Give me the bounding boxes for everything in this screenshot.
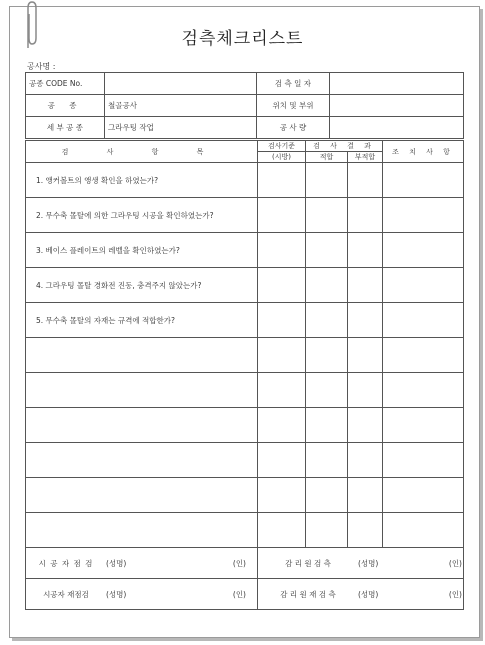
code-value[interactable] [105,73,257,95]
fail-cell[interactable] [348,233,383,268]
fail-cell[interactable] [348,163,383,198]
check-item [26,408,258,443]
supervisor-seal[interactable]: (인) [448,558,462,568]
fail-cell[interactable] [348,373,383,408]
table-row [26,373,464,408]
check-item: 5. 무수축 몰탈의 자재는 규격에 적합한가? [26,303,258,338]
project-name-label: 공사명 : [27,62,56,71]
table-row [26,268,464,303]
check-item: 1. 앵커볼트의 앵생 확인을 하였는가? [26,163,258,198]
table-row [26,513,464,548]
fail-cell[interactable] [348,443,383,478]
table-row [26,338,464,373]
supervisor-reinspect-label: 감 리 원 재 검 측 [280,589,336,599]
standard-cell[interactable] [258,478,306,513]
action-cell[interactable] [383,513,464,548]
type-label: 공 종 [26,95,105,117]
result-header: 검 사 결 과 [306,141,383,152]
signature-row [26,579,464,610]
pass-cell[interactable] [306,408,348,443]
location-label: 위치 및 부위 [257,95,330,117]
contractor-recheck-name-field[interactable]: (성명) [106,589,127,599]
action-cell[interactable] [383,408,464,443]
contractor-recheck-label: 시공자 재점검 [43,589,89,599]
table-row [26,443,464,478]
action-cell[interactable] [383,443,464,478]
standard-cell[interactable] [258,303,306,338]
action-cell[interactable] [383,338,464,373]
pass-cell[interactable] [306,268,348,303]
supervisor-reinspect-seal[interactable]: (인) [448,589,462,599]
contractor-check-label: 시 공 자 점 검 [38,558,94,568]
fail-cell[interactable] [348,513,383,548]
check-item: 3. 베이스 플레이트의 레벨을 확인하였는가? [26,233,258,268]
fail-cell[interactable] [348,478,383,513]
standard-cell[interactable] [258,268,306,303]
table-row [26,303,464,338]
standard-cell[interactable] [258,408,306,443]
table-row [26,233,464,268]
standard-cell[interactable] [258,373,306,408]
action-cell[interactable] [383,163,464,198]
action-cell[interactable] [383,373,464,408]
action-cell[interactable] [383,478,464,513]
standard-cell[interactable] [258,163,306,198]
standard-cell[interactable] [258,443,306,478]
date-label: 검 측 일 자 [257,73,330,95]
table-row [26,478,464,513]
action-cell[interactable] [383,303,464,338]
contractor-name-field[interactable]: (성명) [106,558,127,568]
standard-cell[interactable] [258,513,306,548]
fail-cell[interactable] [348,198,383,233]
fail-cell[interactable] [348,303,383,338]
contractor-recheck-seal[interactable]: (인) [232,589,246,599]
supervisor-reinspect-name-field[interactable]: (성명) [358,589,379,599]
pass-cell[interactable] [306,478,348,513]
pass-cell[interactable] [306,513,348,548]
check-item: 2. 무수축 몰탈에 의한 그라우팅 시공을 확인하였는가? [26,198,258,233]
date-value[interactable] [330,73,464,95]
detail-label: 세 부 공 종 [26,117,105,139]
supervisor-inspect-label: 감 리 원 검 측 [285,558,331,568]
pass-cell[interactable] [306,303,348,338]
table-row [26,198,464,233]
pass-cell[interactable] [306,163,348,198]
table-row [26,408,464,443]
check-item [26,513,258,548]
detail-value[interactable]: 그라우팅 작업 [105,117,257,139]
code-label: 공종 CODE No. [26,73,105,95]
pass-cell[interactable] [306,198,348,233]
check-item [26,338,258,373]
fail-cell[interactable] [348,408,383,443]
standard-subheader: (시방) [258,152,306,163]
pass-cell[interactable] [306,233,348,268]
action-cell[interactable] [383,268,464,303]
action-cell[interactable] [383,198,464,233]
pass-cell[interactable] [306,373,348,408]
info-table [25,72,464,139]
document-title: 검측체크리스트 [181,29,304,49]
standard-header: 검사기준 [258,141,306,152]
fail-cell[interactable] [348,338,383,373]
type-value[interactable]: 철골공사 [105,95,257,117]
pass-cell[interactable] [306,443,348,478]
pass-header: 적합 [306,152,348,163]
check-item [26,478,258,513]
pass-cell[interactable] [306,338,348,373]
table-row [26,163,464,198]
check-item [26,443,258,478]
standard-cell[interactable] [258,233,306,268]
supervisor-name-field[interactable]: (성명) [358,558,379,568]
fail-header: 부적합 [348,152,383,163]
action-header: 조 치 사 항 [383,141,464,163]
items-header: 검 사 항 목 [26,141,258,163]
qty-value[interactable] [330,117,464,139]
action-cell[interactable] [383,233,464,268]
standard-cell[interactable] [258,198,306,233]
check-item [26,373,258,408]
checklist-table [25,140,464,610]
fail-cell[interactable] [348,268,383,303]
signature-row [26,548,464,579]
location-value[interactable] [330,95,464,117]
check-item: 4. 그라우팅 몰탈 경화전 진동, 충격주지 않았는가? [26,268,258,303]
qty-label: 공 사 량 [257,117,330,139]
standard-cell[interactable] [258,338,306,373]
contractor-seal[interactable]: (인) [232,558,246,568]
